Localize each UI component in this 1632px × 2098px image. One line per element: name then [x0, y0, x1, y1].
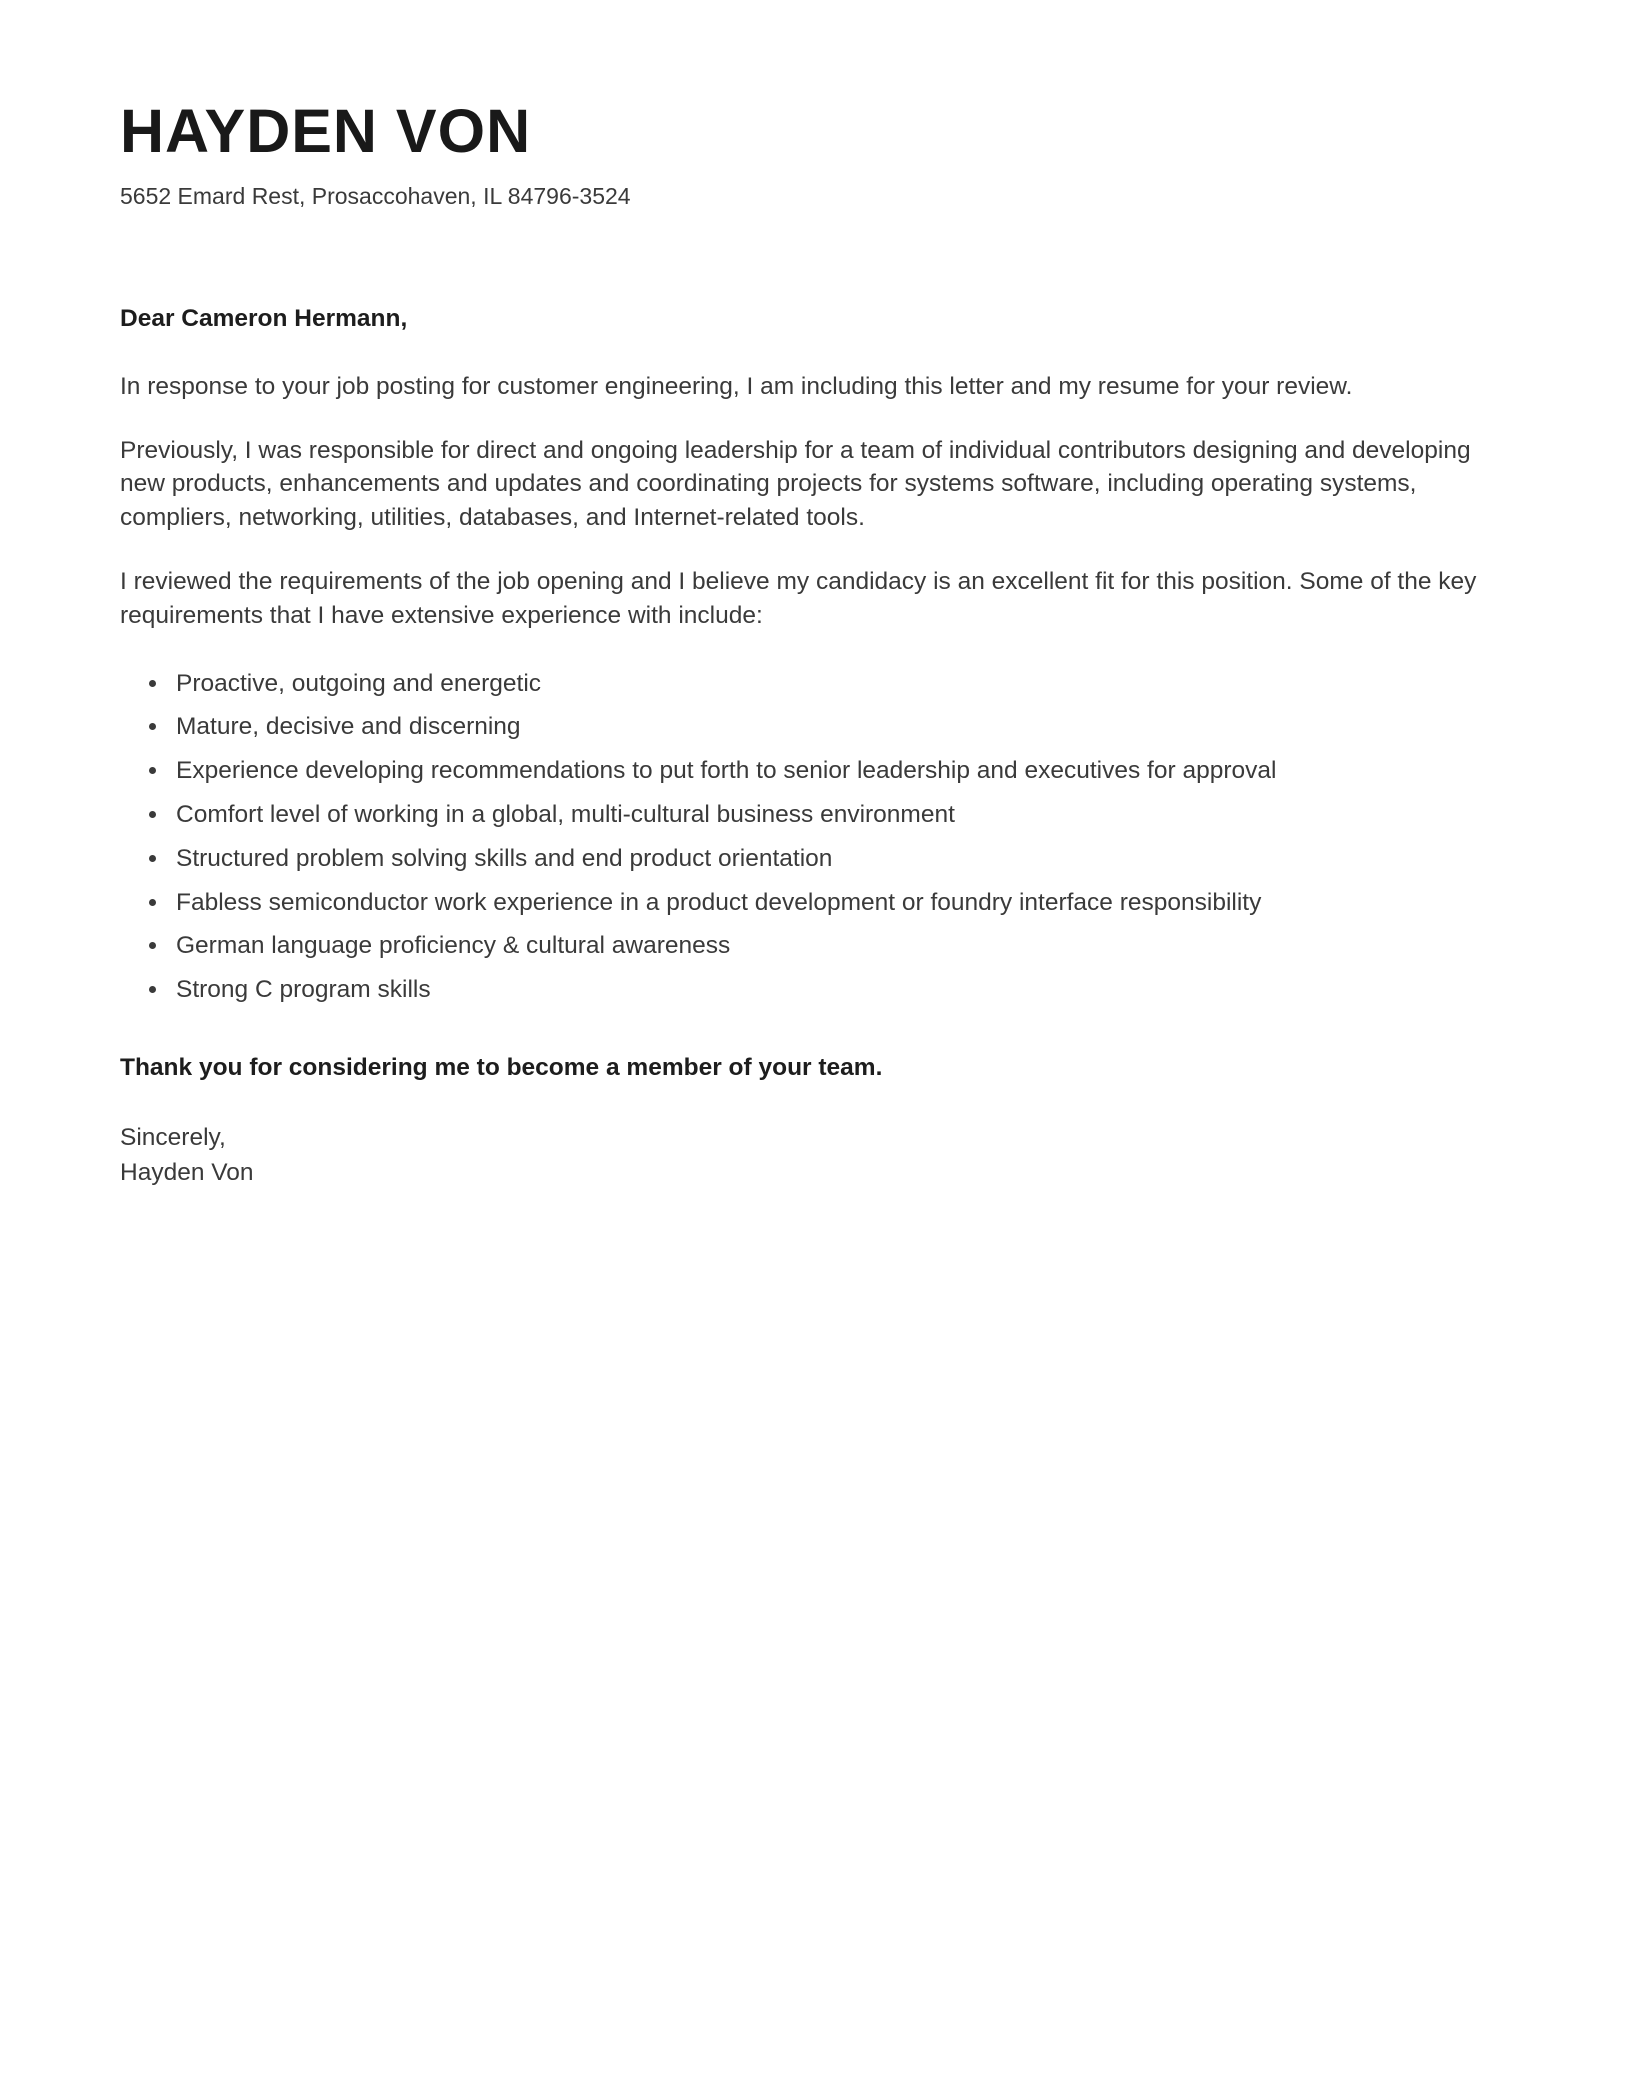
list-item: • Mature, decisive and discerning: [170, 710, 1510, 744]
list-item: • Experience developing recommendations to put forth to senior leadership and executives for approval: [170, 754, 1510, 788]
list-item: • Proactive, outgoing and energetic: [170, 667, 1510, 701]
candidate-name: HAYDEN VON: [120, 97, 532, 165]
paragraph-experience: Previously, I was responsible for direct and ongoing leadership for a team of individual contributors designing and developing new products, enhancements and updates and coordinating projects for systems software, including operating systems, compliers, networking, utilities, databases, and Internet-related tools.: [120, 436, 1471, 532]
list-item: • Structured problem solving skills and end product orientation: [170, 842, 1510, 876]
paragraph-fit: I reviewed the requirements of the job opening and I believe my candidacy is an excellent fit for this position. Some of the key requirements that I have extensive experience with include:: [120, 568, 1477, 629]
signature-name: Hayden Von: [120, 1158, 254, 1186]
letter-header: [120, 98, 1510, 210]
list-item: • Fabless semiconductor work experience in a product development or foundry interface responsibility: [170, 886, 1510, 920]
signoff-block: [120, 1121, 1510, 1191]
closing-statement: Thank you for considering me to become a member of your team.: [120, 1054, 883, 1082]
salutation: Dear Cameron Hermann,: [120, 305, 408, 333]
letter-body: [120, 302, 1510, 1190]
list-item: • German language proficiency & cultural awareness: [170, 929, 1510, 963]
requirements-list: [120, 667, 1510, 1007]
paragraph-intro: In response to your job posting for customer engineering, I am including this letter and my resume for your review.: [120, 372, 1353, 400]
signoff: Sincerely,: [120, 1123, 226, 1151]
candidate-address: 5652 Emard Rest, Prosaccohaven, IL 84796-3524: [120, 183, 631, 210]
list-item: • Comfort level of working in a global, multi-cultural business environment: [170, 798, 1510, 832]
list-item: • Strong C program skills: [170, 973, 1510, 1007]
